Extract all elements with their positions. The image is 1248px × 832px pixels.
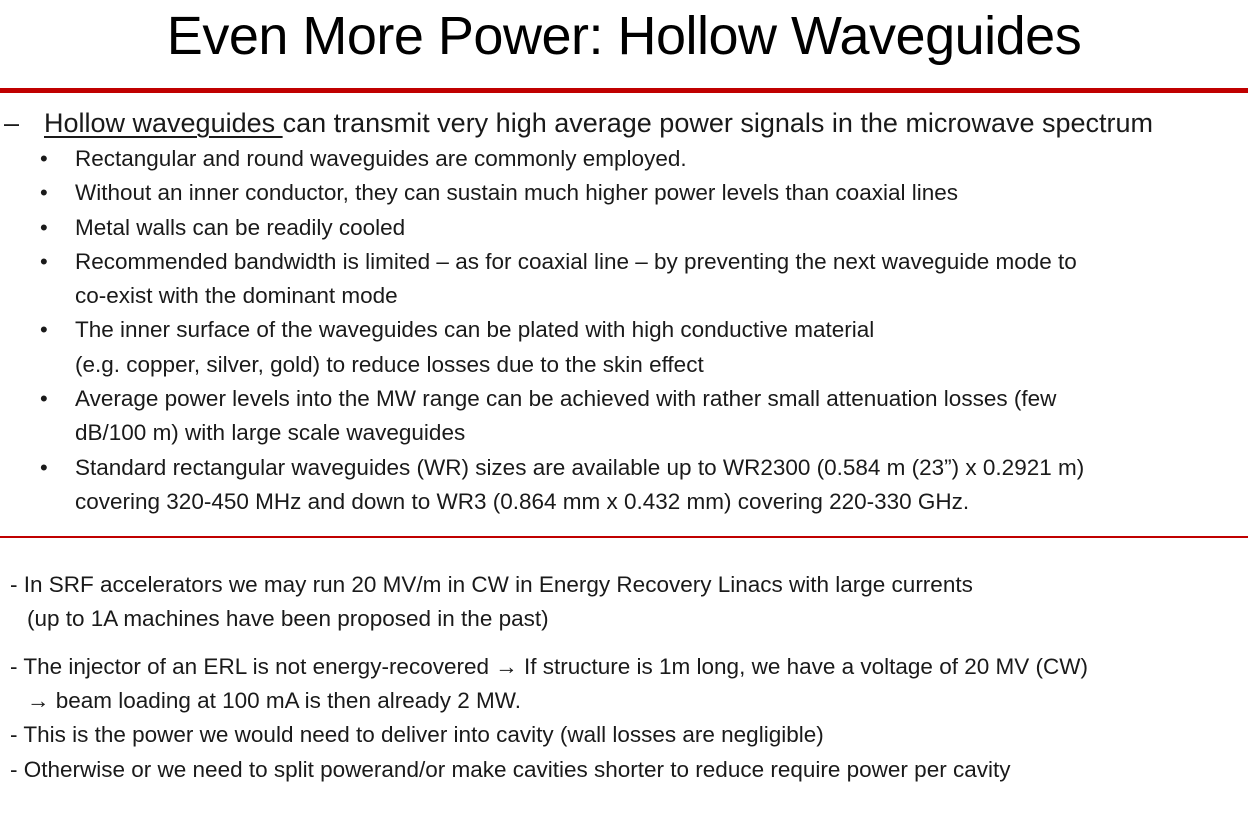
bullet-dot: •: [40, 386, 48, 412]
intro-underlined-term: Hollow waveguides: [44, 108, 283, 138]
note-item: - This is the power we would need to deliver into cavity (wall losses are negligible): [10, 722, 824, 747]
bullet-item: • Average power levels into the MW range can be achieved with rather small attenuation losses (few dB/100 m) with large scale waveguides: [0, 382, 1248, 451]
bullet-list: [0, 142, 1248, 519]
note-item: - In SRF accelerators we may run 20 MV/m in CW in Energy Recovery Linacs with large currents (up to 1A machines have been proposed in the past): [10, 572, 973, 631]
bullet-dot: •: [40, 180, 48, 206]
bullet-item: • Standard rectangular waveguides (WR) sizes are available up to WR2300 (0.584 m (23”) x 0.2921 m) covering 320-450 MHz and down to WR3 (0.864 mm x 0.432 mm) covering 220-330 GHz.: [0, 451, 1248, 520]
bullet-item: • Metal walls can be readily cooled: [0, 211, 1248, 245]
bullet-dot: •: [40, 214, 48, 240]
bullet-item: • The inner surface of the waveguides can be plated with high conductive material (e.g. copper, silver, gold) to reduce losses due to the skin effect: [0, 313, 1248, 382]
bullet-item: • Without an inner conductor, they can sustain much higher power levels than coaxial lines: [0, 176, 1248, 210]
bullet-dot: •: [40, 454, 48, 480]
bullet-dot: •: [40, 146, 48, 171]
bullet-dot: •: [40, 248, 48, 274]
title-divider: [0, 88, 1248, 93]
bullet-item: • Rectangular and round waveguides are commonly employed.: [0, 142, 1248, 176]
intro-rest: can transmit very high average power signals in the microwave spectrum: [282, 108, 1154, 138]
bullet-dot: •: [40, 317, 48, 343]
note-item: - The injector of an ERL is not energy-recovered → If structure is 1m long, we have a voltage of 20 MV (CW) → beam loading at 100 mA is then already 2 MW.: [10, 654, 1088, 713]
intro-dash: –: [4, 108, 20, 138]
slide-title: Even More Power: Hollow Waveguides: [166, 6, 1082, 66]
bullet-item: • Recommended bandwidth is limited – as for coaxial line – by preventing the next waveguide mode to co-exist with the dominant mode: [0, 245, 1248, 314]
section-divider: [0, 536, 1248, 538]
intro-text: [44, 106, 1153, 140]
note-item: - Otherwise or we need to split powerand/or make cavities shorter to reduce require power per cavity: [10, 757, 1011, 782]
